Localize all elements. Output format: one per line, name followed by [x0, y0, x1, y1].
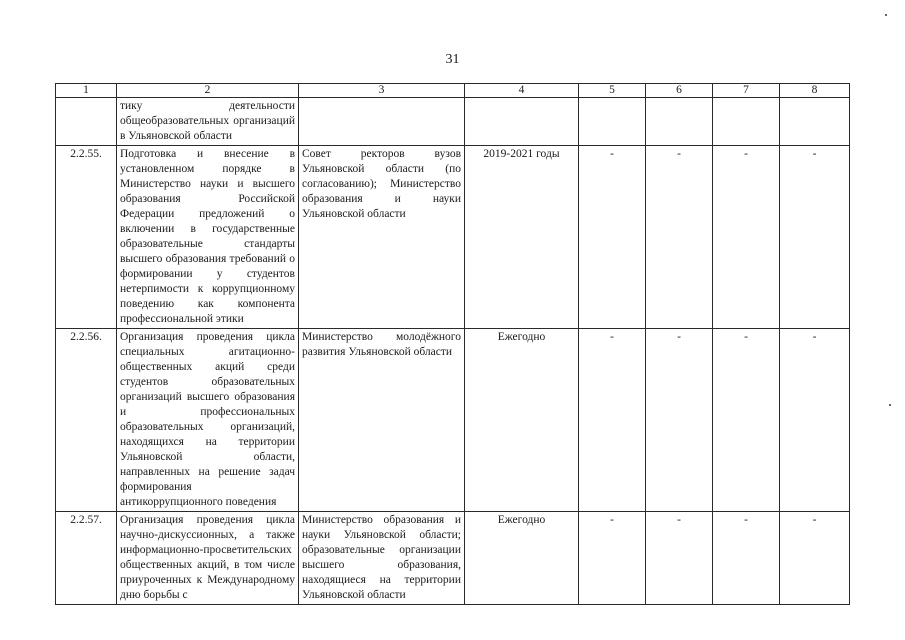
col7-cell: - — [713, 146, 780, 329]
activity-cell: Подготовка и внесение в установленном порядке в Министерство науки и высшего образования Российской Федерации предложений о включении в государственные образовательные стандарты высшего образования требований о формировании у студентов нетерпимости к коррупционному поведению как компонента профессиональной этики — [117, 146, 299, 329]
col8-cell: - — [780, 512, 850, 605]
scan-speck — [889, 404, 891, 406]
col5-cell: - — [579, 329, 646, 512]
row-number — [56, 98, 117, 146]
row-number: 2.2.55. — [56, 146, 117, 329]
activity-cell: Организация проведения цикла научно-дискуссионных, а также информационно-просветительских общественных акций, в том числе приуроченных к Международному дню борьбы с — [117, 512, 299, 605]
header-col-4: 4 — [465, 84, 579, 98]
col5-cell: - — [579, 512, 646, 605]
header-col-8: 8 — [780, 84, 850, 98]
activity-cell: Организация проведения цикла специальных агитационно-общественных акций среди студентов образовательных организаций высшего образования и профессиональных образовательных организаций, находящихся на территории Ульяновской области, направленных на решение задач формирования антикоррупционного поведения — [117, 329, 299, 512]
table-row — [56, 512, 850, 605]
period-cell: Ежегодно — [465, 512, 579, 605]
table-row — [56, 329, 850, 512]
period-cell: Ежегодно — [465, 329, 579, 512]
table-row — [56, 98, 850, 146]
header-col-6: 6 — [646, 84, 713, 98]
activity-cell: тику деятельности общеобразовательных организаций в Ульяновской области — [117, 98, 299, 146]
header-row — [56, 84, 850, 98]
executor-cell: Министерство образования и науки Ульяновской области; образовательные организации высшего образования, находящиеся на территории Ульяновской области — [299, 512, 465, 605]
plan-table — [55, 83, 850, 605]
col6-cell: - — [646, 512, 713, 605]
period-cell: 2019-2021 годы — [465, 146, 579, 329]
col7-cell — [713, 98, 780, 146]
row-number: 2.2.57. — [56, 512, 117, 605]
executor-cell: Министерство молодёжного развития Ульяновской области — [299, 329, 465, 512]
col7-cell: - — [713, 329, 780, 512]
col6-cell — [646, 98, 713, 146]
header-col-5: 5 — [579, 84, 646, 98]
executor-cell — [299, 98, 465, 146]
header-col-1: 1 — [56, 84, 117, 98]
page-number: 31 — [445, 52, 460, 67]
col5-cell — [579, 98, 646, 146]
executor-cell: Совет ректоров вузов Ульяновской области (по согласованию); Министерство образования и науки Ульяновской области — [299, 146, 465, 329]
header-col-7: 7 — [713, 84, 780, 98]
col5-cell: - — [579, 146, 646, 329]
col8-cell — [780, 98, 850, 146]
period-cell — [465, 98, 579, 146]
header-col-3: 3 — [299, 84, 465, 98]
scan-speck — [885, 14, 887, 16]
col8-cell: - — [780, 146, 850, 329]
table-row — [56, 146, 850, 329]
col7-cell: - — [713, 512, 780, 605]
col8-cell: - — [780, 329, 850, 512]
col6-cell: - — [646, 146, 713, 329]
row-number: 2.2.56. — [56, 329, 117, 512]
col6-cell: - — [646, 329, 713, 512]
header-col-2: 2 — [117, 84, 299, 98]
